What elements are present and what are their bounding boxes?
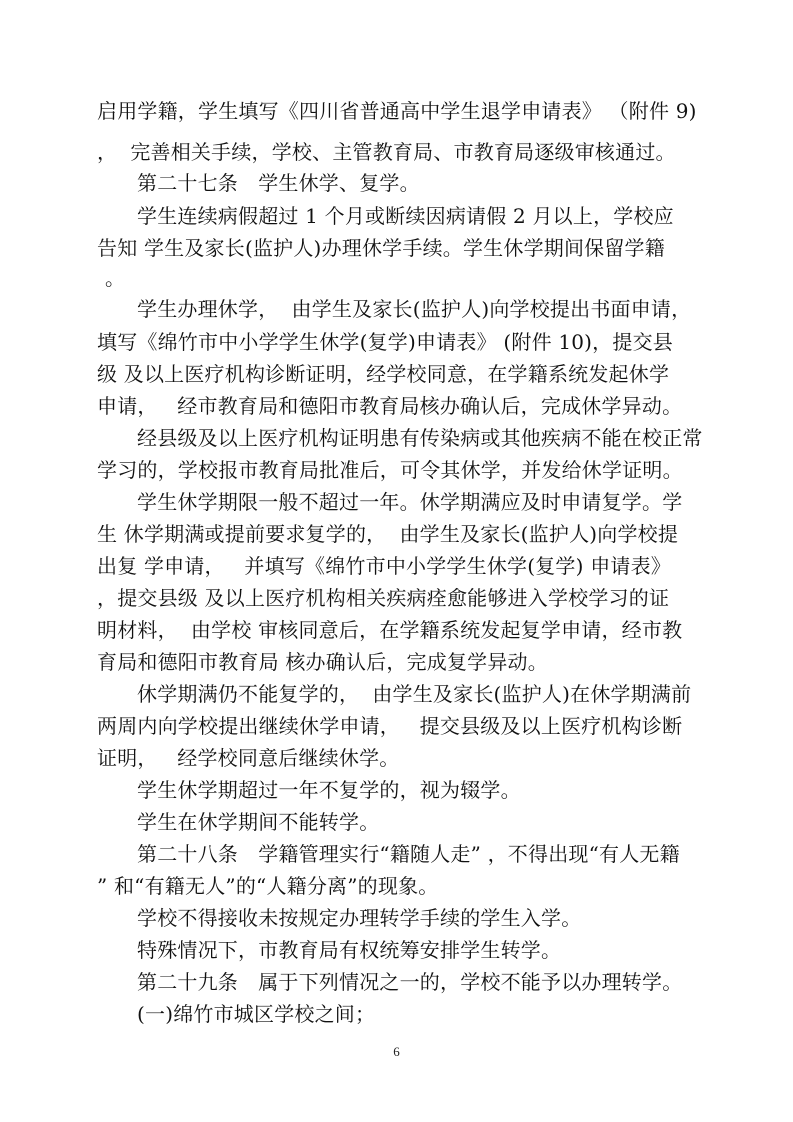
- text-line: 休学期满仍不能复学的， 由学生及家长(监护人)在休学期满前: [137, 682, 692, 706]
- section-heading: 第二十九条 属于下列情况之一的，学校不能予以办理转学。: [137, 970, 683, 994]
- text-line: ， 完善相关手续，学校、主管教育局、市教育局逐级审核通过。: [97, 140, 676, 164]
- text-line: 填写《绵竹市中小学学生休学(复学)申请表》 (附件 10)，提交县: [97, 330, 673, 354]
- text-line: 学生办理休学， 由学生及家长(监护人)向学校提出书面申请，: [137, 297, 692, 321]
- text-line: ，提交县级 及以上医疗机构相关疾病痊愈能够进入学校学习的证: [97, 586, 670, 610]
- text-line: 特殊情况下，市教育局有权统筹安排学生转学。: [137, 938, 562, 962]
- text-line: 学生休学期超过一年不复学的，视为辍学。: [137, 778, 521, 802]
- section-heading: 第二十七条 学生休学、复学。: [137, 171, 420, 195]
- text-line: 经县级及以上医疗机构证明患有传染病或其他疾病不能在校正常: [137, 426, 703, 450]
- text-line: 级 及以上医疗机构诊断证明，经学校同意，在学籍系统发起休学: [97, 362, 670, 386]
- text-line: (一)绵竹市城区学校之间；: [137, 1002, 376, 1026]
- page-number: 6: [393, 1044, 400, 1059]
- text-line: 学生连续病假超过 1 个月或断续因病请假 2 月以上，学校应: [137, 204, 674, 228]
- text-line: 学校不得接收未按规定办理转学手续的学生入学。: [137, 906, 582, 930]
- text-line: 明材料， 由学校 审核同意后，在学籍系统发起复学申请，经市教: [97, 618, 683, 642]
- text-line: 育局和德阳市教育局 核办确认后，完成复学异动。: [97, 650, 548, 674]
- text-line: 学习的，学校报市教育局批准后，可令其休学，并发给休学证明。: [97, 458, 683, 482]
- text-line: 申请， 经市教育局和德阳市教育局核办确认后，完成休学异动。: [97, 394, 683, 418]
- text-line: 学生休学期限一般不超过一年。休学期满应及时申请复学。学: [137, 490, 683, 514]
- text-line: ” 和“有籍无人”的“人籍分离”的现象。: [97, 874, 439, 898]
- text-line: 告知 学生及家长(监护人)办理休学手续。学生休学期间保留学籍: [97, 236, 665, 260]
- text-line: 学生在休学期间不能转学。: [137, 810, 380, 834]
- text-line: 两周内向学校提出继续休学申请， 提交县级及以上医疗机构诊断: [97, 714, 683, 738]
- text-line: 证明， 经学校同意后继续休学。: [97, 746, 400, 770]
- text-line: 出复 学申请， 并填写《绵竹市中小学学生休学(复学) 申请表》: [97, 554, 671, 578]
- text-line: 启用学籍，学生填写《四川省普通高中学生退学申请表》 （附件 9): [97, 99, 697, 123]
- text-line: 。: [105, 266, 126, 290]
- section-heading: 第二十八条 学籍管理实行“籍随人走” ，不得出现“有人无籍: [137, 842, 680, 866]
- text-line: 生 休学期满或提前要求复学的， 由学生及家长(监护人)向学校提: [97, 522, 679, 546]
